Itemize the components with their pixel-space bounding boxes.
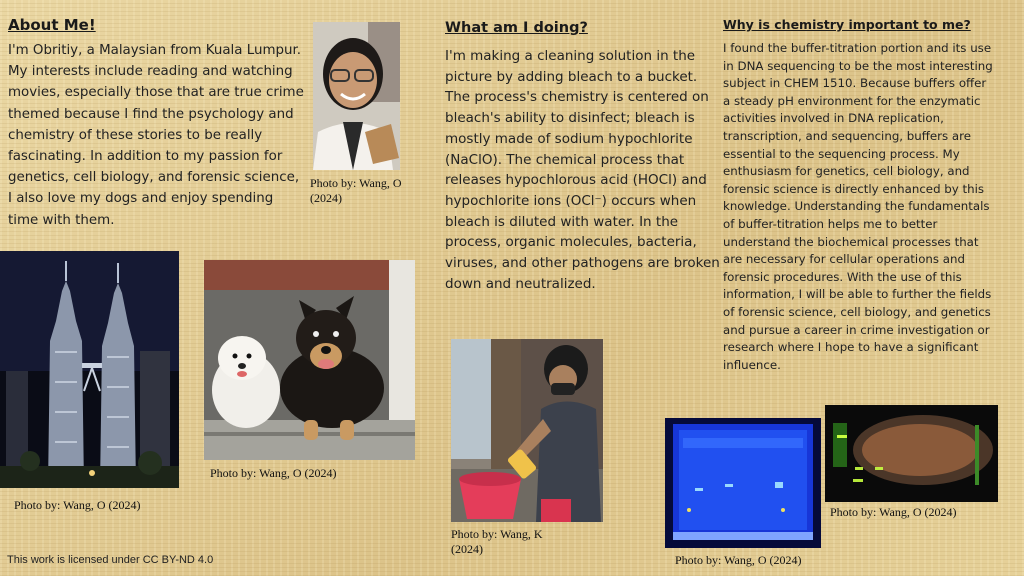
gel2-caption: Photo by: Wang, O (2024) <box>830 505 957 519</box>
towers-caption: Photo by: Wang, O (2024) <box>14 498 141 512</box>
why-body: I found the buffer-titration portion and its use in DNA sequencing to be the most interesting subject in CHEM 1510. Because buffers offer a steady pH environment for the enzymatic activities involved in DNA replication, transcription, and sequencing, buffers are essential to the sequencing process. My enthusiasm for genetics, cell biology, and forensic science is directly enhanced by this knowledge. Understanding the fundamentals of buffer-titration helps me to better understand the biochemical processes that are necessary for cellular operations and forensic procedures. With the use of this information, I will be able to further the fields of forensic science, cell biology, and genetics and pursue a career in crime investigation or research where I hope to have a significant influence. <box>723 41 993 372</box>
bucket-photo <box>451 339 603 522</box>
why-heading: Why is chemistry important to me? <box>723 17 971 32</box>
portrait-photo <box>313 22 400 170</box>
license-text: This work is licensed under CC BY-ND 4.0 <box>7 554 214 566</box>
portrait-caption: Photo by: Wang, O (2024) <box>310 176 402 205</box>
bucket-caption: Photo by: Wang, K (2024) <box>451 527 543 556</box>
about-heading: About Me! <box>8 16 96 34</box>
petronas-towers-photo <box>0 251 179 488</box>
dogs-photo <box>204 260 415 460</box>
gel-electrophoresis-photo-2 <box>825 405 998 502</box>
gel1-caption: Photo by: Wang, O (2024) <box>675 553 802 567</box>
dogs-caption: Photo by: Wang, O (2024) <box>210 466 337 480</box>
gel-electrophoresis-photo-1 <box>665 418 821 548</box>
doing-heading: What am I doing? <box>445 20 588 36</box>
about-body: I'm Obritiy, a Malaysian from Kuala Lumpur. My interests include reading and watching movies, especially those that are true crime themed because I find the psychology and chemistry of these stories to be really fascinating. In addition to my passion for genetics, cell biology, and forensic science, I also love my dogs and enjoy spending time with them. <box>8 43 304 228</box>
doing-body: I'm making a cleaning solution in the picture by adding bleach to a bucket. The process's chemistry is centered on bleach's ability to disinfect; bleach is mostly made of sodium hypochlorite (NaClO). The chemical process that releases hypochlorous acid (HOCl) and hypochlorite ions (OCl⁻) occurs when bleach is diluted with water. In the process, organic molecules, bacteria, viruses, and other pathogens are broken down and neutralized. <box>445 48 720 292</box>
